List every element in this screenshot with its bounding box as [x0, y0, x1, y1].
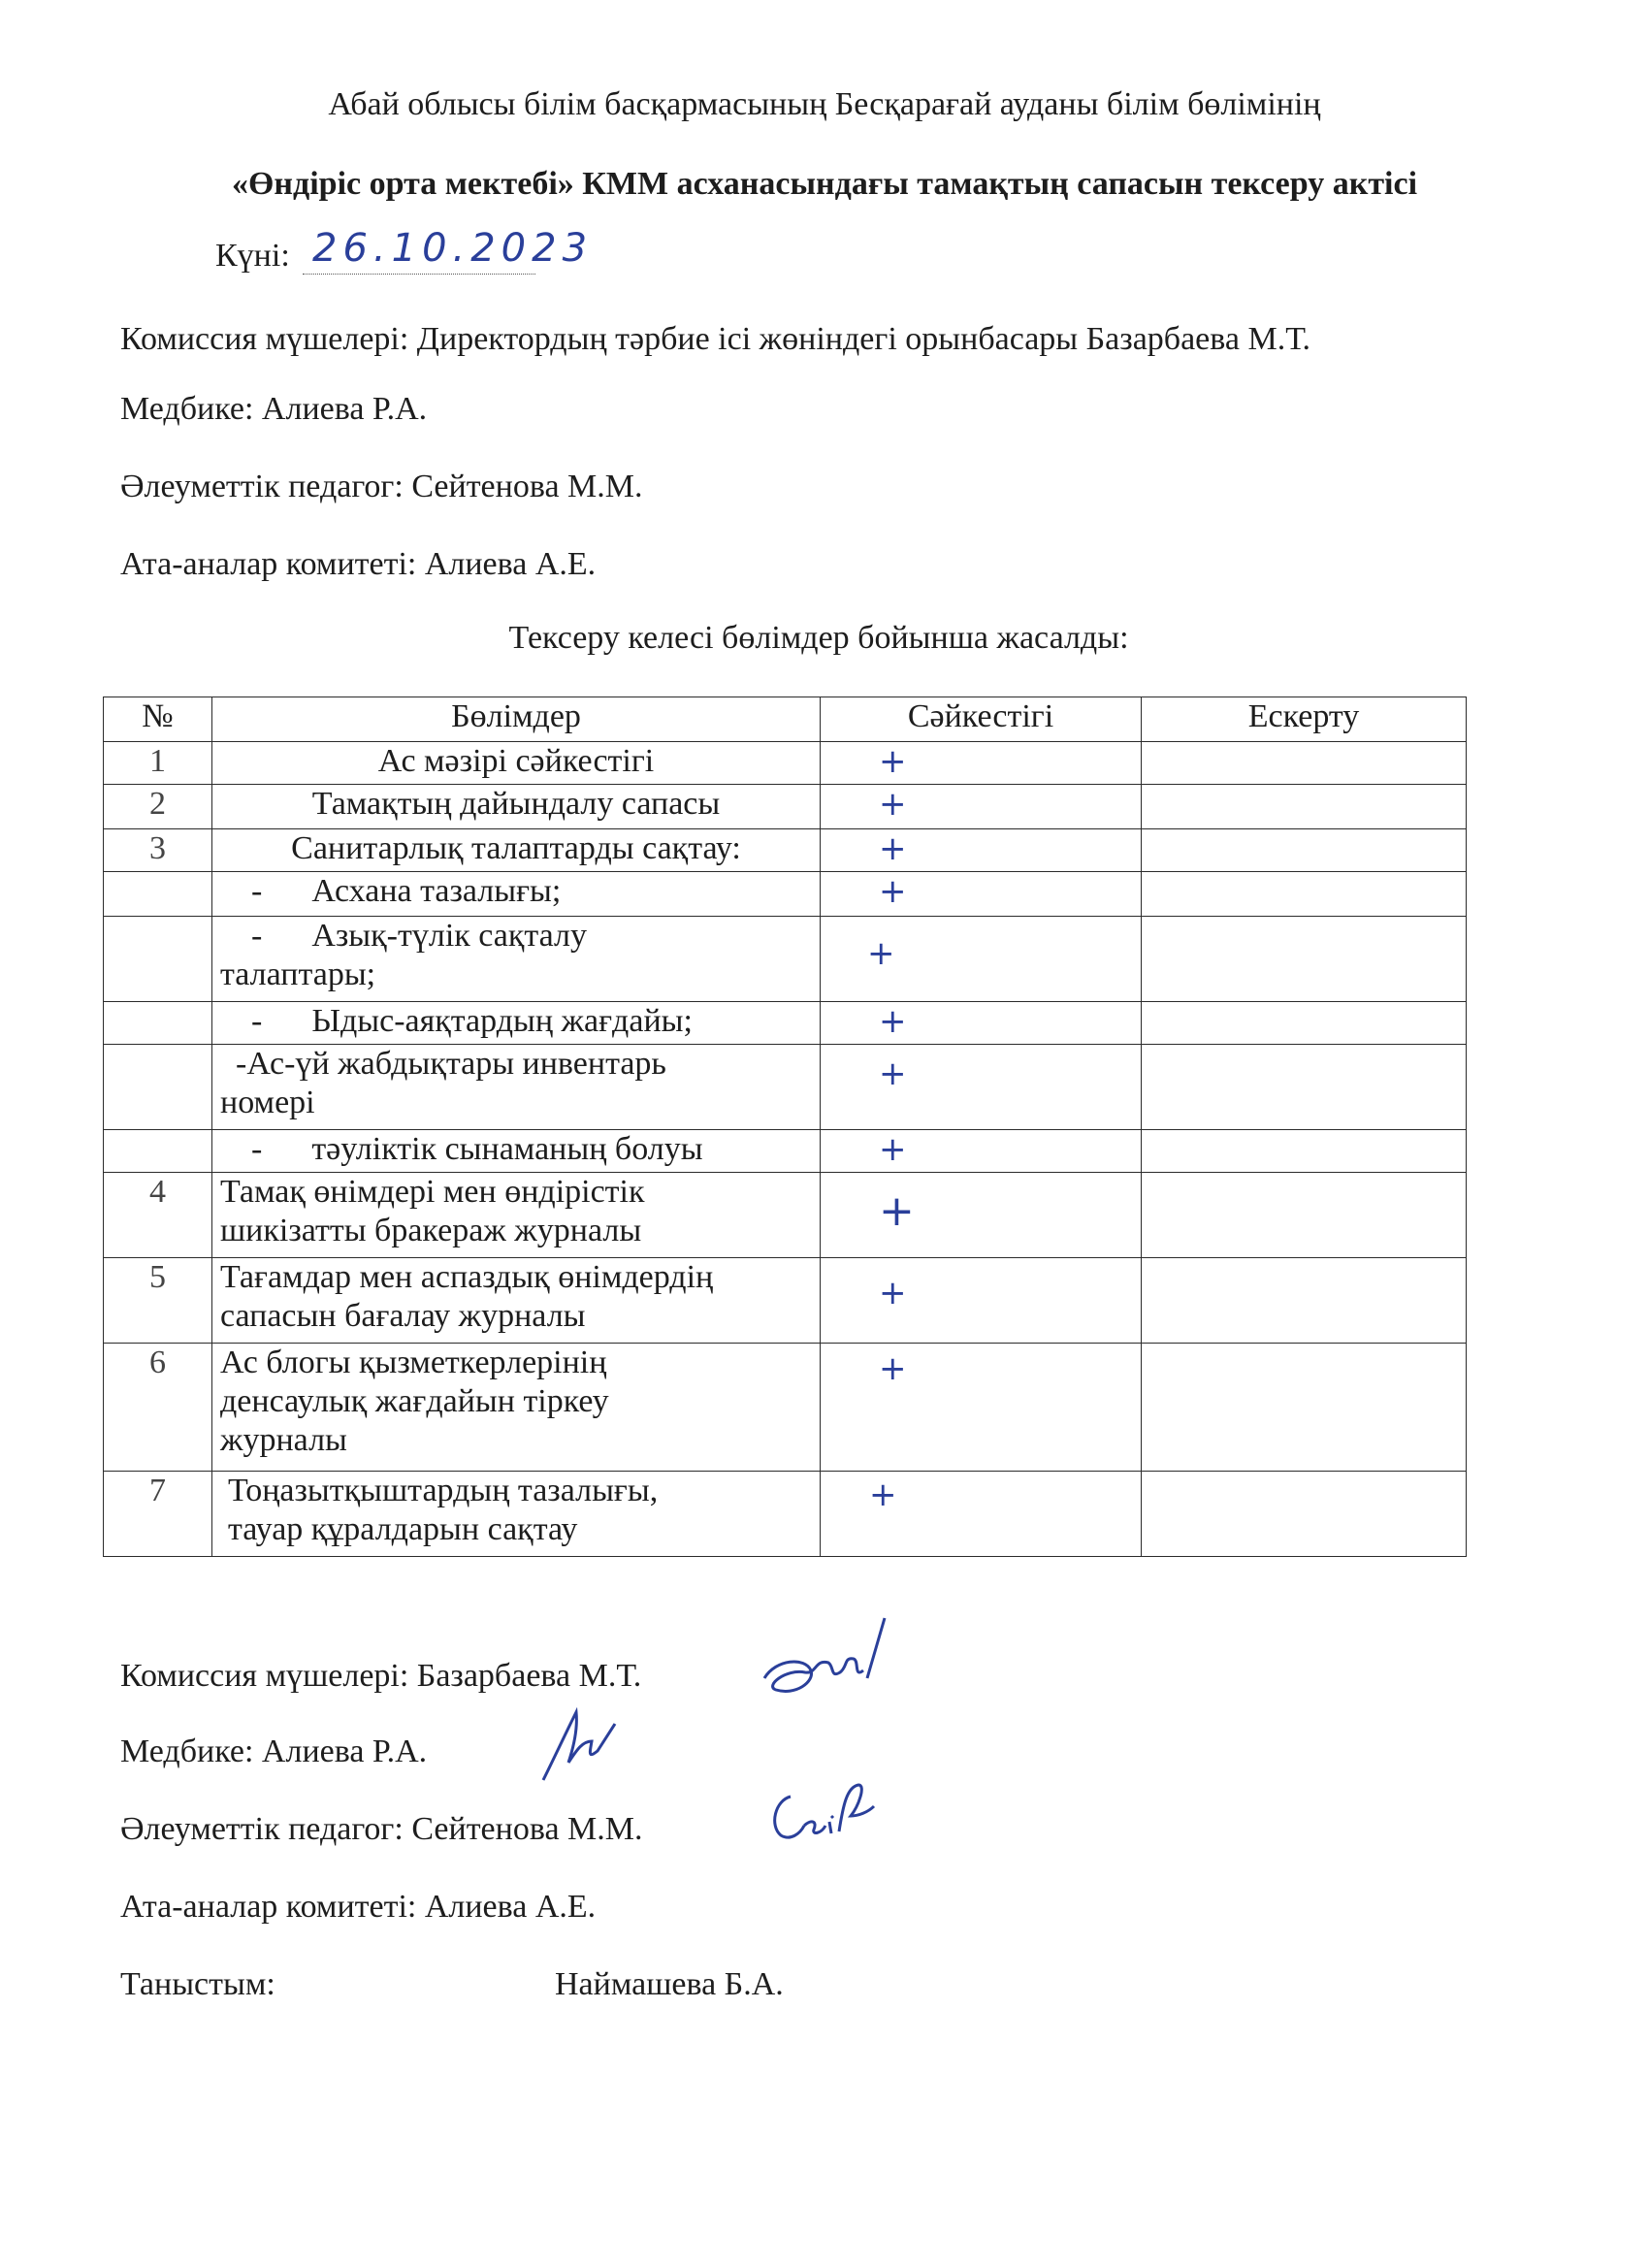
table-row	[104, 1472, 1467, 1557]
row-number	[104, 872, 212, 917]
row-section	[212, 1045, 821, 1130]
signature-bazarbaeva	[747, 1610, 892, 1717]
row-section-line2: шикізатты бракераж журналы	[220, 1213, 642, 1248]
signature-seitenova	[761, 1777, 878, 1855]
row-section-line1: Тоңазытқыштардың тазалығы,	[228, 1473, 659, 1508]
date-underline	[303, 274, 535, 275]
row-section	[212, 917, 821, 1002]
header-sections: Бөлімдер	[212, 697, 821, 742]
row-mark: +	[821, 1472, 1142, 1557]
row-section	[212, 1258, 821, 1344]
footer-parents: Ата-аналар комитеті: Алиева А.Е.	[120, 1889, 597, 1925]
commission-members: Комиссия мүшелері: Директордың тәрбие ісі жөніндегі орынбасары Базарбаева М.Т.	[120, 321, 1311, 357]
row-mark: +	[821, 1173, 1142, 1258]
table-row	[104, 742, 1467, 785]
row-section	[212, 1173, 821, 1258]
row-number: 4	[104, 1173, 212, 1258]
table-row	[104, 785, 1467, 829]
table-row	[104, 1130, 1467, 1173]
acquainted-label: Таныстым:	[120, 1966, 275, 2002]
row-section: - Асхана тазалығы;	[212, 872, 821, 917]
row-section-line3: журналы	[220, 1422, 347, 1458]
parents-committee-line: Ата-аналар комитеті: Алиева А.Е.	[120, 546, 597, 582]
header-compliance: Сәйкестігі	[821, 697, 1142, 742]
row-note	[1142, 829, 1467, 872]
row-section-line1: Ас блогы қызметкерлерінің	[220, 1345, 607, 1380]
row-number: 6	[104, 1344, 212, 1472]
date-value: 26.10.2023	[312, 226, 594, 271]
row-number: 5	[104, 1258, 212, 1344]
row-note	[1142, 1472, 1467, 1557]
row-note	[1142, 1045, 1467, 1130]
acquainted-name: Наймашева Б.А.	[555, 1966, 784, 2002]
nurse-line: Медбике: Алиева Р.А.	[120, 391, 428, 427]
footer-nurse: Медбике: Алиева Р.А.	[120, 1733, 428, 1769]
row-mark: +	[821, 1045, 1142, 1130]
table-row	[104, 829, 1467, 872]
row-section-line2: тауар құралдарын сақтау	[228, 1511, 578, 1547]
row-section-line1: Тағамдар мен аспаздық өнімдердің	[220, 1259, 714, 1295]
row-number	[104, 1002, 212, 1045]
document-title: «Өндіріс орта мектебі» КММ асханасындағы тамақтың сапасын тексеру актісі	[231, 166, 1418, 202]
signature-alieva	[534, 1702, 621, 1790]
table-row	[104, 1173, 1467, 1258]
table-row	[104, 1045, 1467, 1130]
row-section-line1: -Ас-үй жабдықтары инвентарь	[236, 1046, 666, 1082]
row-mark: +	[821, 1258, 1142, 1344]
table-row	[104, 1258, 1467, 1344]
row-note	[1142, 872, 1467, 917]
row-section-line2: талаптары;	[220, 956, 376, 992]
footer-commission: Комиссия мүшелері: Базарбаева М.Т.	[120, 1658, 642, 1694]
row-section: - тәуліктік сынаманың болуы	[212, 1130, 821, 1173]
row-section-line2: денсаулық жағдайын тіркеу	[220, 1383, 609, 1419]
row-section: Санитарлық талаптарды сақтау:	[212, 829, 821, 872]
row-number	[104, 1045, 212, 1130]
row-mark: +	[821, 1130, 1142, 1173]
row-note	[1142, 1002, 1467, 1045]
row-section	[212, 1472, 821, 1557]
row-section-line2: сапасын бағалау журналы	[220, 1298, 586, 1334]
row-mark: +	[821, 785, 1142, 829]
row-section: - Ыдыс-аяқтардың жағдайы;	[212, 1002, 821, 1045]
row-number	[104, 1130, 212, 1173]
row-mark: +	[821, 1002, 1142, 1045]
row-mark: +	[821, 917, 1142, 1002]
row-section: Ас мәзірі сәйкестігі	[212, 742, 821, 785]
table-row	[104, 1344, 1467, 1472]
row-note	[1142, 1173, 1467, 1258]
row-number: 1	[104, 742, 212, 785]
row-section-line2: номері	[220, 1085, 315, 1120]
date-label: Күні:	[215, 238, 290, 274]
inspection-table	[103, 697, 1467, 1557]
header-note: Ескерту	[1142, 697, 1467, 742]
header-number: №	[104, 697, 212, 742]
row-section-line1: Тамақ өнімдері мен өндірістік	[220, 1174, 645, 1210]
row-note	[1142, 742, 1467, 785]
row-note	[1142, 1130, 1467, 1173]
row-section	[212, 1344, 821, 1472]
row-number: 7	[104, 1472, 212, 1557]
row-number	[104, 917, 212, 1002]
row-number: 3	[104, 829, 212, 872]
table-header-row	[104, 697, 1467, 742]
row-section: Тамақтың дайындалу сапасы	[212, 785, 821, 829]
header-org-line: Абай облысы білім басқармасының Бесқарағай ауданы білім бөлімінің	[328, 86, 1321, 122]
table-row	[104, 917, 1467, 1002]
row-note	[1142, 1258, 1467, 1344]
social-pedagog-line: Әлеуметтік педагог: Сейтенова М.М.	[120, 469, 643, 504]
row-mark: +	[821, 872, 1142, 917]
footer-social: Әлеуметтік педагог: Сейтенова М.М.	[120, 1811, 643, 1847]
row-note	[1142, 1344, 1467, 1472]
row-number: 2	[104, 785, 212, 829]
row-mark: +	[821, 1344, 1142, 1472]
row-note	[1142, 917, 1467, 1002]
row-mark: +	[821, 742, 1142, 785]
table-row	[104, 872, 1467, 917]
row-mark: +	[821, 829, 1142, 872]
table-row	[104, 1002, 1467, 1045]
row-section-line1: - Азық-түлік сақталу	[251, 918, 588, 954]
inspection-intro: Тексеру келесі бөлімдер бойынша жасалды:	[508, 620, 1129, 656]
row-note	[1142, 785, 1467, 829]
